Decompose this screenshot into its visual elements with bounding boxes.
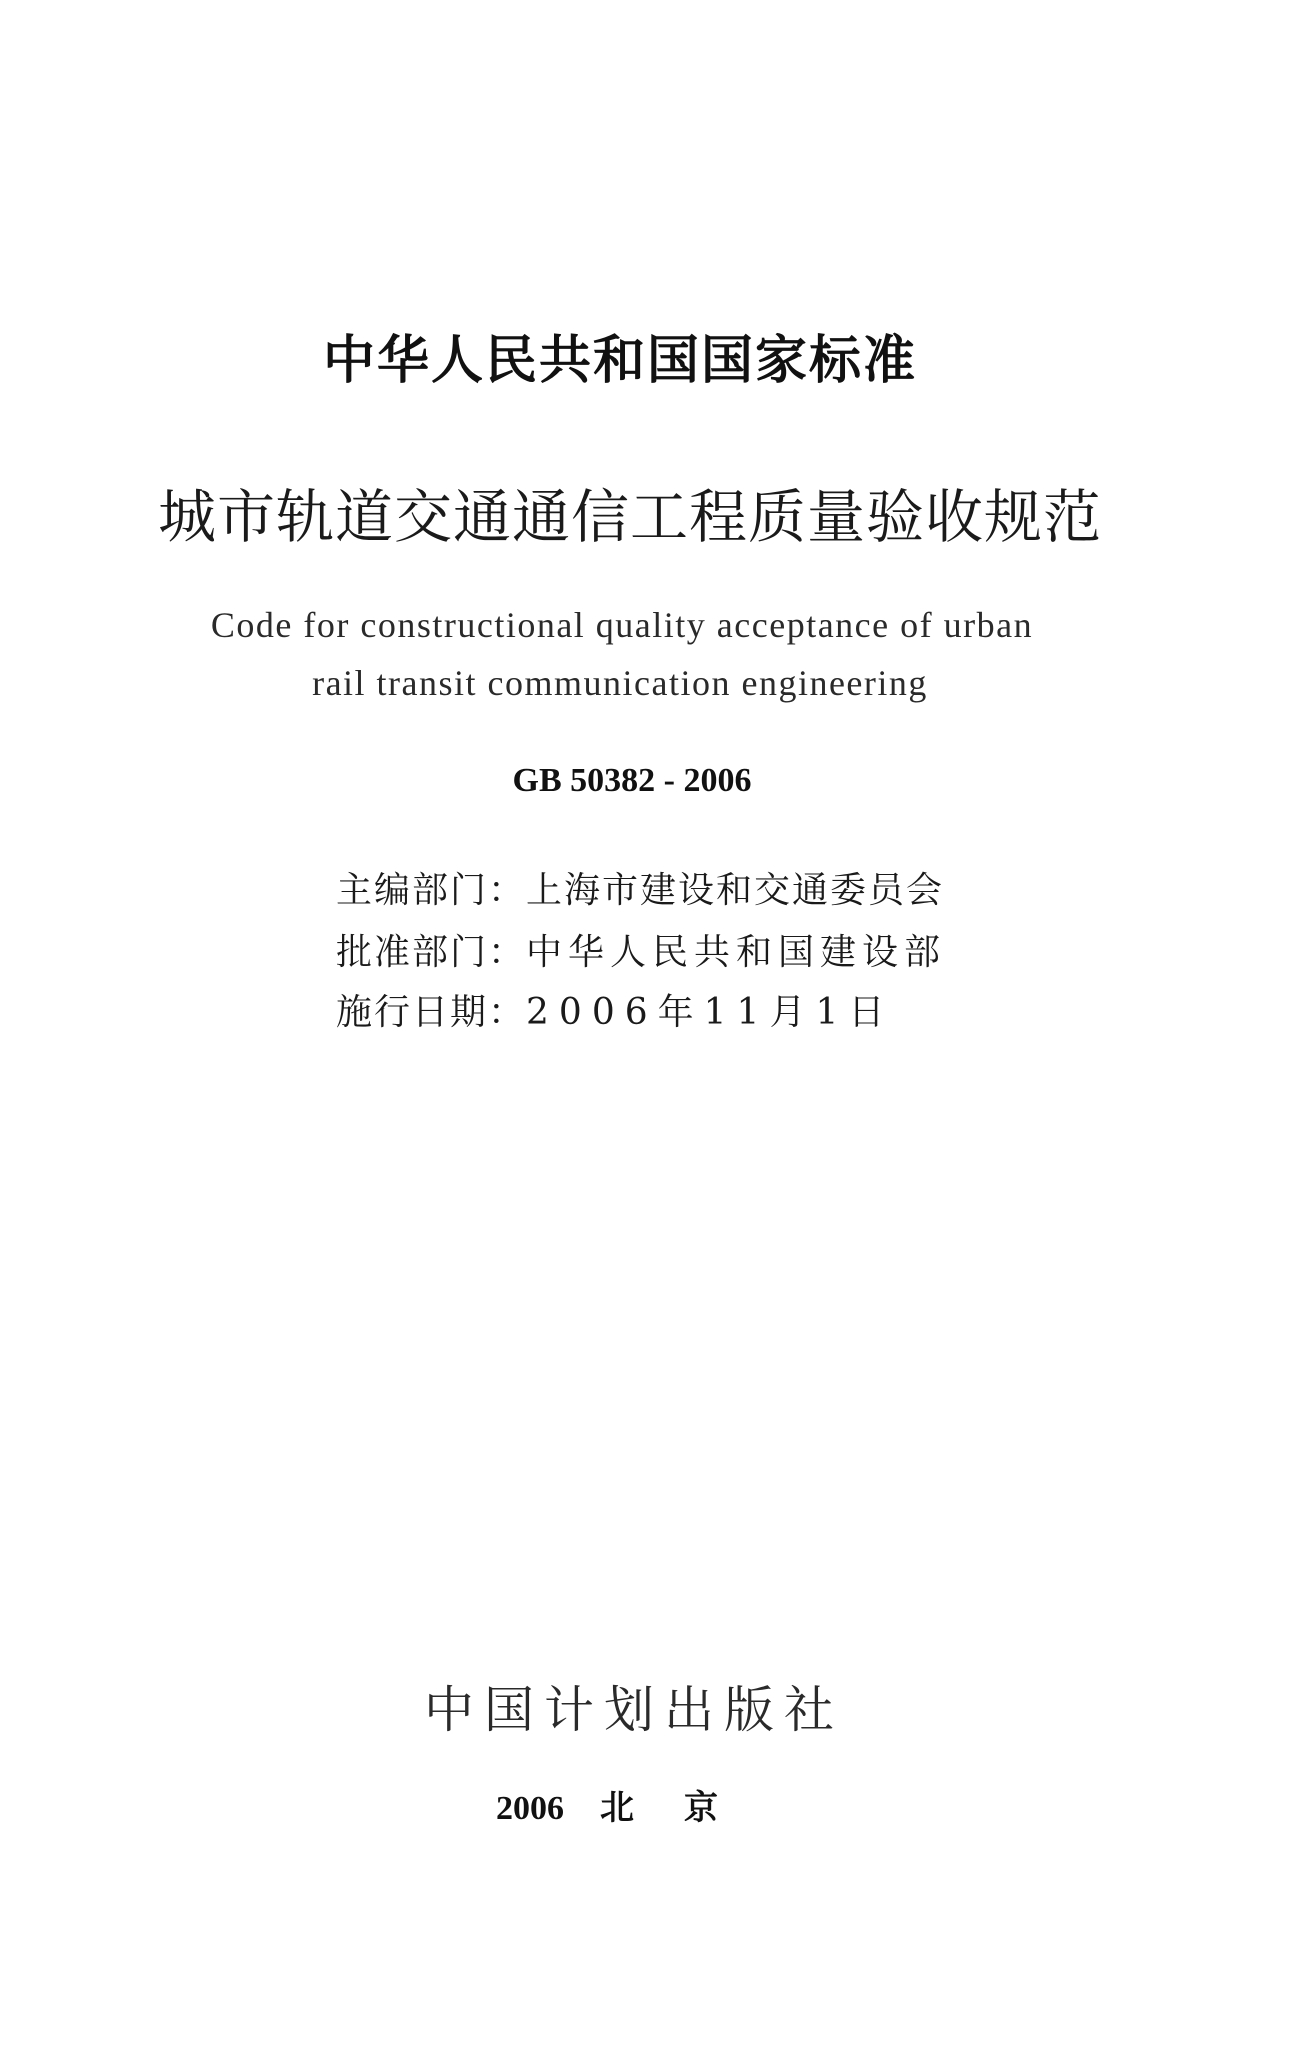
editor-department-label: 主编部门： [336,870,527,911]
approver-department-label: 批准部门： [336,932,527,973]
editor-department-row [336,862,944,913]
approver-department-row [336,924,946,975]
publisher-name: 中国计划出版社 [424,1681,844,1739]
imprint-city: 北京 [600,1788,768,1828]
standard-code-number: GB 50382 - 2006 [512,762,752,799]
imprint-year: 2006 [496,1790,564,1827]
effective-date-label: 施行日期： [336,992,527,1033]
approver-department-value: 中华人民共和国建设部 [526,932,947,973]
imprint-line [0,1780,1288,1829]
english-title-line-1: Code for constructional quality acceptance of urban [210,605,1034,645]
effective-date-row [336,984,894,1035]
chinese-title: 城市轨道交通通信工程质量验收规范 [157,483,1102,551]
editor-department-value: 上海市建设和交通委员会 [526,870,945,911]
effective-date-value: 2006年11月1日 [526,992,895,1033]
national-standard-heading: 中华人民共和国国家标准 [322,331,917,391]
english-title-line-2: rail transit communication engineering [312,663,928,703]
